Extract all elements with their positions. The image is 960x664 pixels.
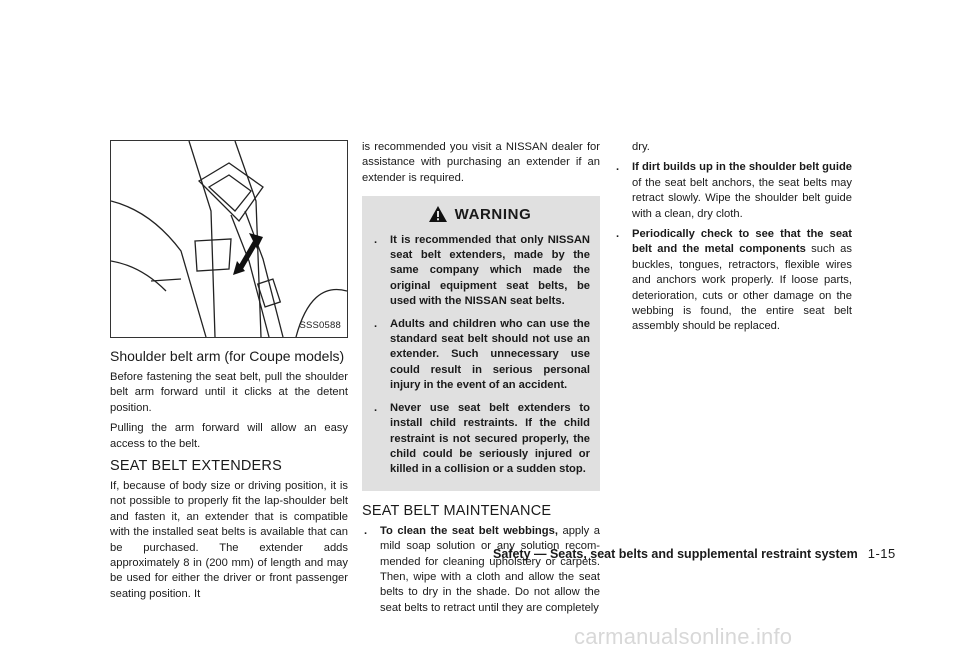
paragraph: Before fastening the seat belt, pull the shoulder belt arm forward until it clicks at the detent position. xyxy=(110,371,348,414)
column-3 xyxy=(614,140,852,340)
warning-header xyxy=(370,206,590,222)
list-item: . Periodically check to see that the seat belt and the metal components such as buckles, tongues, retractors, flexible wires and anchors work properly. If loose parts, deterioration, cuts or other damage on the webbing is found, the entire seat belt assembly should be replaced. xyxy=(616,228,852,333)
warning-triangle-icon xyxy=(429,206,447,222)
continued-text: dry. xyxy=(632,141,650,153)
paragraph: If, because of body size or driving position, it is not possible to properly fit the lap-shoulder belt and fasten it, an extender that is compatible with the installed seat belts is available that can be purchased. The extender adds approximately 8 in (200 mm) of length and may be used for either the driver or front passenger seating position. It xyxy=(110,480,348,600)
shoulder-belt-arm-drawing xyxy=(111,141,347,337)
subheading-shoulder-belt-arm: Shoulder belt arm (for Coupe models) xyxy=(110,348,345,364)
page-number: 1-15 xyxy=(867,546,896,561)
seat-belt-illustration xyxy=(110,140,348,338)
warning-item: . Never use seat belt extenders to install child restraints. If the child restraint is not secured properly, the child could be seriously injured or killed in a collision or a sudden stop. xyxy=(374,401,590,476)
figure-code: SSS0588 xyxy=(299,319,341,331)
warning-item: . It is recommended that only NISSAN seat belt extenders, made by the same company which made the original equipment seat belts, be used with the NISSAN seat belts. xyxy=(374,233,590,308)
page-footer xyxy=(493,546,896,561)
paragraph: is recommended you visit a NISSAN dealer for assistance with purchasing an extender if an extender is required. xyxy=(362,141,600,184)
section-heading-maintenance: SEAT BELT MAINTENANCE xyxy=(362,502,552,519)
warning-item: . Adults and children who can use the standard seat belt should not use an extender. Such unnecessary use could result in serious personal injury in the event of an accident. xyxy=(374,317,590,392)
maintenance-list xyxy=(362,524,600,616)
maintenance-list-continued xyxy=(614,160,852,334)
warning-list xyxy=(370,233,590,478)
list-item: . To clean the seat belt webbings, apply a mild soap solution or any solution recom-mended for cleaning upholstery or carpets. Then, wipe with a cloth and allow the seat belts to dry in the shade. Do not allow the seat belts to retract until they are completely xyxy=(364,524,600,614)
footer-title: Safety — Seats, seat belts and supplemental restraint system xyxy=(493,547,858,561)
paragraph: Pulling the arm forward will allow an easy access to the belt. xyxy=(110,422,348,450)
list-item: . If dirt builds up in the shoulder belt guide of the seat belt anchors, the seat belts may retract slowly. Wipe the shoulder belt guide with a clean, dry cloth. xyxy=(616,161,853,220)
warning-box xyxy=(362,196,600,491)
column-1 xyxy=(110,140,348,607)
section-heading-extenders: SEAT BELT EXTENDERS xyxy=(110,458,282,475)
warning-title: WARNING xyxy=(454,206,532,224)
watermark: carmanualsonline.info xyxy=(574,624,793,649)
